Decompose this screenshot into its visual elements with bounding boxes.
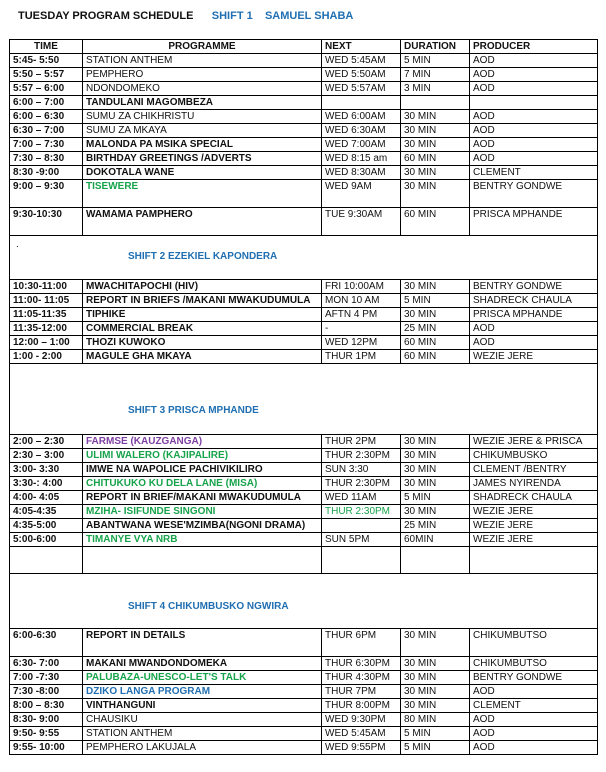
cell-next: THUR 6PM — [322, 629, 401, 657]
cell-next: WED 12PM — [322, 336, 401, 350]
cell-producer: CHIKUMBUTSO — [470, 657, 598, 671]
cell-time: 8:30- 9:00 — [10, 713, 83, 727]
cell-duration: 30 MIN — [401, 657, 470, 671]
shift-header-cell — [10, 364, 598, 435]
table-row — [10, 519, 598, 533]
cell-producer: AOD — [470, 322, 598, 336]
table-row — [10, 294, 598, 308]
cell-producer: CHIKUMBUSKO — [470, 449, 598, 463]
cell-duration: 25 MIN — [401, 519, 470, 533]
cell-duration: 80 MIN — [401, 713, 470, 727]
table-row — [10, 699, 598, 713]
table-row — [10, 322, 598, 336]
cell-programme: FARMSE (KAUZGANGA) — [83, 435, 322, 449]
cell-duration: 30 MIN — [401, 138, 470, 152]
cell-producer: CHIKUMBUTSO — [470, 629, 598, 657]
cell-next: WED 5:45AM — [322, 727, 401, 741]
cell-producer: SHADRECK CHAULA — [470, 294, 598, 308]
cell-time: 7:00 -7:30 — [10, 671, 83, 685]
cell-producer: BENTRY GONDWE — [470, 671, 598, 685]
table-row — [10, 280, 598, 294]
table-row — [10, 741, 598, 755]
shift-header-row — [10, 574, 598, 629]
blank-cell — [401, 547, 470, 574]
cell-producer: AOD — [470, 82, 598, 96]
cell-programme: WAMAMA PAMPHERO — [83, 208, 322, 236]
cell-duration: 5 MIN — [401, 491, 470, 505]
cell-time: 7:00 – 7:30 — [10, 138, 83, 152]
cell-programme: CHITUKUKO KU DELA LANE (MISA) — [83, 477, 322, 491]
table-row — [10, 713, 598, 727]
cell-programme: PALUBAZA-UNESCO-LET'S TALK — [83, 671, 322, 685]
cell-programme: COMMERCIAL BREAK — [83, 322, 322, 336]
cell-producer: AOD — [470, 336, 598, 350]
cell-duration: 5 MIN — [401, 741, 470, 755]
cell-next: MON 10 AM — [322, 294, 401, 308]
cell-duration: 30 MIN — [401, 463, 470, 477]
cell-time: 4:05-4:35 — [10, 505, 83, 519]
table-row — [10, 533, 598, 547]
cell-programme: THOZI KUWOKO — [83, 336, 322, 350]
col-programme: PROGRAMME — [83, 40, 322, 54]
cell-time: 7:30 -8:00 — [10, 685, 83, 699]
cell-programme: MAKANI MWANDONDOMEKA — [83, 657, 322, 671]
cell-programme: MAGULE GHA MKAYA — [83, 350, 322, 364]
cell-programme: SUMU ZA CHIKHRISTU — [83, 110, 322, 124]
cell-programme: ULIMI WALERO (KAJIPALIRE) — [83, 449, 322, 463]
cell-next: THUR 1PM — [322, 350, 401, 364]
cell-next: WED 5:57AM — [322, 82, 401, 96]
cell-producer: WEZIE JERE — [470, 505, 598, 519]
cell-programme: MWACHITAPOCHI (HIV) — [83, 280, 322, 294]
cell-duration: 30 MIN — [401, 685, 470, 699]
cell-next — [322, 519, 401, 533]
cell-next: THUR 6:30PM — [322, 657, 401, 671]
cell-programme: NDONDOMEKO — [83, 82, 322, 96]
cell-time: 9:50- 9:55 — [10, 727, 83, 741]
table-row — [10, 110, 598, 124]
cell-duration: 60 MIN — [401, 336, 470, 350]
cell-producer: JAMES NYIRENDA — [470, 477, 598, 491]
cell-duration: 30 MIN — [401, 671, 470, 685]
cell-next: WED 9:30PM — [322, 713, 401, 727]
cell-producer: PRISCA MPHANDE — [470, 208, 598, 236]
shift-header-row — [10, 236, 598, 280]
cell-next: THUR 4:30PM — [322, 671, 401, 685]
cell-programme: DOKOTALA WANE — [83, 166, 322, 180]
dot-mark: . — [16, 239, 19, 250]
cell-time: 6:00 – 7:00 — [10, 96, 83, 110]
cell-time: 9:30-10:30 — [10, 208, 83, 236]
cell-programme: PEMPHERO — [83, 68, 322, 82]
cell-next: - — [322, 322, 401, 336]
schedule-title — [18, 10, 353, 22]
cell-duration: 30 MIN — [401, 477, 470, 491]
cell-programme: TANDULANI MAGOMBEZA — [83, 96, 322, 110]
cell-programme: BIRTHDAY GREETINGS /ADVERTS — [83, 152, 322, 166]
cell-producer: WEZIE JERE & PRISCA — [470, 435, 598, 449]
cell-producer: AOD — [470, 152, 598, 166]
cell-producer: PRISCA MPHANDE — [470, 308, 598, 322]
cell-producer: WEZIE JERE — [470, 533, 598, 547]
cell-time: 1:00 - 2:00 — [10, 350, 83, 364]
blank-cell — [322, 547, 401, 574]
table-row — [10, 505, 598, 519]
cell-duration: 60MIN — [401, 533, 470, 547]
cell-duration: 30 MIN — [401, 180, 470, 208]
cell-next: THUR 8:00PM — [322, 699, 401, 713]
cell-next: WED 9:55PM — [322, 741, 401, 755]
cell-programme: TISEWERE — [83, 180, 322, 208]
cell-duration: 3 MIN — [401, 82, 470, 96]
cell-time: 7:30 – 8:30 — [10, 152, 83, 166]
shift-header-row — [10, 364, 598, 435]
table-row — [10, 180, 598, 208]
cell-producer: AOD — [470, 68, 598, 82]
shift-header-cell — [10, 236, 598, 280]
cell-duration: 30 MIN — [401, 280, 470, 294]
cell-next: WED 5:50AM — [322, 68, 401, 82]
table-row — [10, 657, 598, 671]
cell-duration: 30 MIN — [401, 449, 470, 463]
cell-time: 3:30-: 4:00 — [10, 477, 83, 491]
cell-duration: 30 MIN — [401, 629, 470, 657]
cell-programme: REPORT IN DETAILS — [83, 629, 322, 657]
cell-duration: 30 MIN — [401, 505, 470, 519]
cell-producer: SHADRECK CHAULA — [470, 491, 598, 505]
cell-next: WED 6:00AM — [322, 110, 401, 124]
cell-programme: CHAUSIKU — [83, 713, 322, 727]
cell-producer: AOD — [470, 138, 598, 152]
cell-next: FRI 10:00AM — [322, 280, 401, 294]
cell-time: 11:35-12:00 — [10, 322, 83, 336]
table-row — [10, 435, 598, 449]
cell-time: 3:00- 3:30 — [10, 463, 83, 477]
cell-programme: MZIHA- ISIFUNDE SINGONI — [83, 505, 322, 519]
table-row — [10, 152, 598, 166]
cell-next: WED 11AM — [322, 491, 401, 505]
cell-programme: PEMPHERO LAKUJALA — [83, 741, 322, 755]
cell-next: AFTN 4 PM — [322, 308, 401, 322]
cell-programme: MALONDA PA MSIKA SPECIAL — [83, 138, 322, 152]
cell-time: 6:30- 7:00 — [10, 657, 83, 671]
cell-next: WED 8:15 am — [322, 152, 401, 166]
cell-time: 11:05-11:35 — [10, 308, 83, 322]
cell-duration: 30 MIN — [401, 110, 470, 124]
cell-producer: CLEMENT — [470, 166, 598, 180]
table-row — [10, 96, 598, 110]
cell-producer: AOD — [470, 741, 598, 755]
cell-time: 5:45- 5:50 — [10, 54, 83, 68]
cell-producer: CLEMENT — [470, 699, 598, 713]
cell-producer: BENTRY GONDWE — [470, 280, 598, 294]
cell-duration — [401, 96, 470, 110]
cell-duration: 5 MIN — [401, 54, 470, 68]
blank-cell — [470, 547, 598, 574]
shift-title: SHIFT 2 EZEKIEL KAPONDERA — [128, 251, 278, 262]
cell-programme: ABANTWANA WESE'MZIMBA(NGONI DRAMA) — [83, 519, 322, 533]
cell-time: 8:00 – 8:30 — [10, 699, 83, 713]
header-row — [10, 40, 598, 54]
cell-duration: 30 MIN — [401, 699, 470, 713]
cell-time: 4:35-5:00 — [10, 519, 83, 533]
cell-next: THUR 2:30PM — [322, 477, 401, 491]
cell-next: WED 7:00AM — [322, 138, 401, 152]
table-row — [10, 350, 598, 364]
table-row — [10, 336, 598, 350]
cell-programme: TIMANYE VYA NRB — [83, 533, 322, 547]
cell-duration: 25 MIN — [401, 322, 470, 336]
table-row — [10, 82, 598, 96]
col-time: TIME — [10, 40, 83, 54]
table-row — [10, 629, 598, 657]
cell-next: SUN 5PM — [322, 533, 401, 547]
cell-duration: 60 MIN — [401, 350, 470, 364]
cell-programme: STATION ANTHEM — [83, 54, 322, 68]
cell-next: THUR 2:30PM — [322, 505, 401, 519]
cell-time: 9:00 – 9:30 — [10, 180, 83, 208]
shift-title: SHIFT 3 PRISCA MPHANDE — [128, 405, 259, 416]
col-duration: DURATION — [401, 40, 470, 54]
cell-time: 5:50 – 5:57 — [10, 68, 83, 82]
table-row — [10, 208, 598, 236]
table-row — [10, 166, 598, 180]
cell-duration: 5 MIN — [401, 727, 470, 741]
cell-next: WED 6:30AM — [322, 124, 401, 138]
table-row — [10, 449, 598, 463]
schedule-table — [9, 39, 598, 755]
title-text: TUESDAY PROGRAM SCHEDULE — [18, 10, 194, 22]
table-row — [10, 54, 598, 68]
cell-duration: 30 MIN — [401, 124, 470, 138]
cell-producer: AOD — [470, 124, 598, 138]
cell-time: 2:00 – 2:30 — [10, 435, 83, 449]
cell-duration: 30 MIN — [401, 308, 470, 322]
cell-programme: VINTHANGUNI — [83, 699, 322, 713]
table-row — [10, 138, 598, 152]
cell-duration: 30 MIN — [401, 166, 470, 180]
cell-producer: WEZIE JERE — [470, 350, 598, 364]
cell-producer: AOD — [470, 685, 598, 699]
cell-producer — [470, 96, 598, 110]
table-row — [10, 308, 598, 322]
cell-producer: CLEMENT /BENTRY — [470, 463, 598, 477]
cell-programme: IMWE NA WAPOLICE PACHIVIKILIRO — [83, 463, 322, 477]
cell-duration: 5 MIN — [401, 294, 470, 308]
cell-time: 8:30 -9:00 — [10, 166, 83, 180]
cell-next: WED 9AM — [322, 180, 401, 208]
cell-time: 10:30-11:00 — [10, 280, 83, 294]
table-row — [10, 685, 598, 699]
cell-programme: REPORT IN BRIEFS /MAKANI MWAKUDUMULA — [83, 294, 322, 308]
cell-time: 6:30 – 7:00 — [10, 124, 83, 138]
cell-duration: 60 MIN — [401, 208, 470, 236]
cell-time: 4:00- 4:05 — [10, 491, 83, 505]
cell-producer: BENTRY GONDWE — [470, 180, 598, 208]
cell-next — [322, 96, 401, 110]
shift-title: SHIFT 4 CHIKUMBUSKO NGWIRA — [128, 601, 289, 612]
blank-cell — [83, 547, 322, 574]
cell-producer: AOD — [470, 54, 598, 68]
table-row — [10, 671, 598, 685]
cell-duration: 60 MIN — [401, 152, 470, 166]
cell-next: SUN 3:30 — [322, 463, 401, 477]
cell-time: 6:00-6:30 — [10, 629, 83, 657]
cell-programme: SUMU ZA MKAYA — [83, 124, 322, 138]
cell-programme: DZIKO LANGA PROGRAM — [83, 685, 322, 699]
blank-cell — [10, 547, 83, 574]
cell-next: THUR 7PM — [322, 685, 401, 699]
cell-time: 5:00-6:00 — [10, 533, 83, 547]
col-next: NEXT — [322, 40, 401, 54]
table-row — [10, 68, 598, 82]
cell-next: WED 8:30AM — [322, 166, 401, 180]
shift-header-cell — [10, 574, 598, 629]
table-row — [10, 477, 598, 491]
cell-producer: AOD — [470, 110, 598, 124]
shift-label: SHIFT 1 — [211, 10, 253, 22]
cell-next: THUR 2PM — [322, 435, 401, 449]
cell-programme: REPORT IN BRIEF/MAKANI MWAKUDUMULA — [83, 491, 322, 505]
cell-next: TUE 9:30AM — [322, 208, 401, 236]
cell-programme: TIPHIKE — [83, 308, 322, 322]
table-row — [10, 124, 598, 138]
cell-time: 12:00 – 1:00 — [10, 336, 83, 350]
col-producer: PRODUCER — [470, 40, 598, 54]
cell-time: 5:57 – 6:00 — [10, 82, 83, 96]
cell-producer: WEZIE JERE — [470, 519, 598, 533]
table-row — [10, 491, 598, 505]
cell-next: THUR 2:30PM — [322, 449, 401, 463]
cell-time: 9:55- 10:00 — [10, 741, 83, 755]
cell-programme: STATION ANTHEM — [83, 727, 322, 741]
cell-time: 6:00 – 6:30 — [10, 110, 83, 124]
table-row — [10, 463, 598, 477]
table-row — [10, 727, 598, 741]
cell-next: WED 5:45AM — [322, 54, 401, 68]
cell-duration: 7 MIN — [401, 68, 470, 82]
cell-time: 2:30 – 3:00 — [10, 449, 83, 463]
cell-time: 11:00- 11:05 — [10, 294, 83, 308]
cell-duration: 30 MIN — [401, 435, 470, 449]
cell-producer: AOD — [470, 727, 598, 741]
presenter-name: SAMUEL SHABA — [264, 10, 354, 22]
blank-row — [10, 547, 598, 574]
cell-producer: AOD — [470, 713, 598, 727]
